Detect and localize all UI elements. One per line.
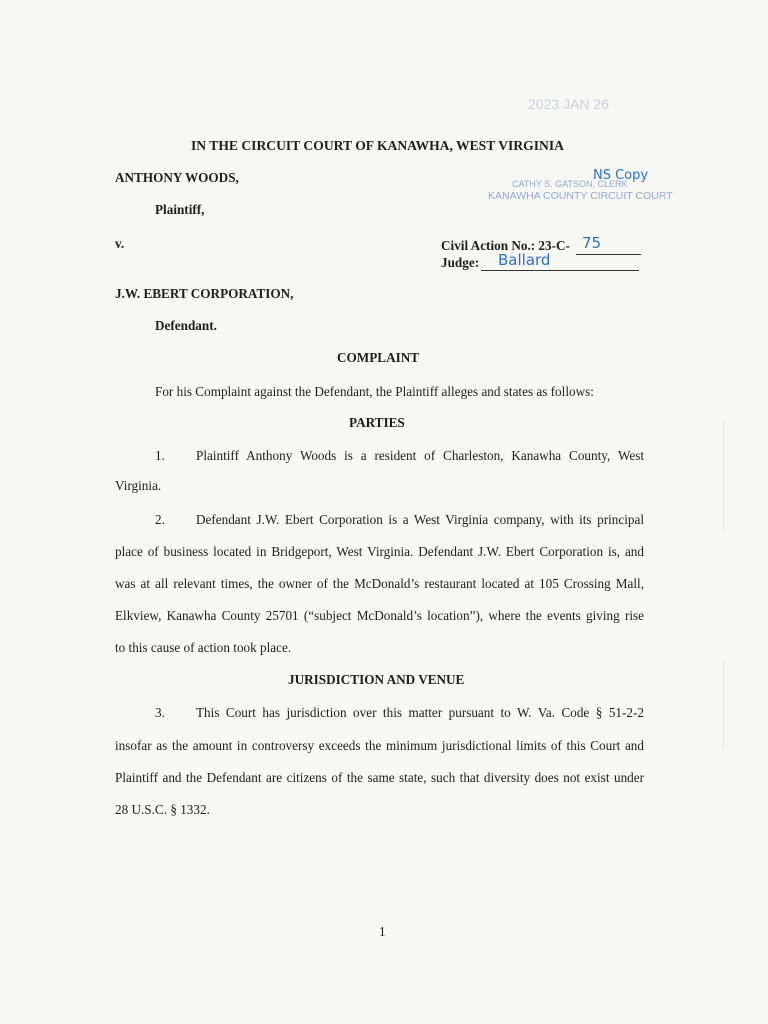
paragraph-number: 2. [155, 512, 165, 527]
paragraph-number: 1. [155, 448, 165, 463]
civil-action-underline [576, 254, 641, 255]
scan-edge-mark [723, 660, 724, 750]
plaintiff-name: ANTHONY WOODS, [115, 170, 239, 185]
plaintiff-role: Plaintiff, [155, 202, 205, 217]
paragraph-number: 3. [155, 705, 165, 720]
section-heading-parties: PARTIES [349, 415, 405, 430]
filing-stamp-clerk: CATHY S. GATSON, CLERK [512, 179, 628, 189]
court-heading: IN THE CIRCUIT COURT OF KANAWHA, WEST VIRGINIA [191, 138, 564, 153]
judge-label: Judge: [441, 255, 480, 270]
defendant-role: Defendant. [155, 318, 217, 333]
versus: v. [115, 236, 125, 251]
paragraph-3-line: Plaintiff and the Defendant are citizens of the same state, such that diversity does not exist under [115, 770, 644, 785]
intro-text: For his Complaint against the Defendant, the Plaintiff alleges and states as follows: [155, 384, 594, 399]
defendant-name: J.W. EBERT CORPORATION, [115, 286, 294, 301]
paragraph-2-line: place of business located in Bridgeport, West Virginia. Defendant J.W. Ebert Corporation is, and [115, 544, 644, 559]
paragraph-2-line: Elkview, Kanawha County 25701 (“subject McDonald’s location”), where the events giving rise [115, 608, 644, 623]
paragraph-3-line: insofar as the amount in controversy exceeds the minimum jurisdictional limits of this Court and [115, 738, 644, 753]
paragraph-1-line: Plaintiff Anthony Woods is a resident of Charleston, Kanawha County, West [196, 448, 644, 463]
civil-action-number: 75 [582, 234, 602, 252]
filing-stamp-court: KANAWHA COUNTY CIRCUIT COURT [488, 190, 673, 202]
paragraph-3-line: This Court has jurisdiction over this matter pursuant to W. Va. Code § 51-2-2 [196, 705, 644, 720]
paragraph-2-line: to this cause of action took place. [115, 640, 292, 655]
ns-copy-handwritten: NS Copy [593, 168, 649, 183]
paragraph-1-line: Virginia. [115, 478, 162, 493]
filing-stamp-date: 2023 JAN 26 [528, 96, 609, 112]
judge-underline [481, 270, 639, 271]
section-heading-jurisdiction: JURISDICTION AND VENUE [288, 672, 465, 687]
complaint-title: COMPLAINT [337, 350, 420, 365]
paragraph-3-line: 28 U.S.C. § 1332. [115, 802, 210, 817]
paragraph-2-line: was at all relevant times, the owner of the McDonald’s restaurant located at 105 Crossing Mall, [115, 576, 644, 591]
judge-name: Ballard [498, 251, 551, 269]
page-number: 1 [379, 924, 386, 939]
civil-action-label: Civil Action No.: 23-C- [441, 238, 570, 253]
paragraph-2-line: Defendant J.W. Ebert Corporation is a West Virginia company, with its principal [196, 512, 644, 527]
scan-edge-mark [723, 420, 724, 530]
